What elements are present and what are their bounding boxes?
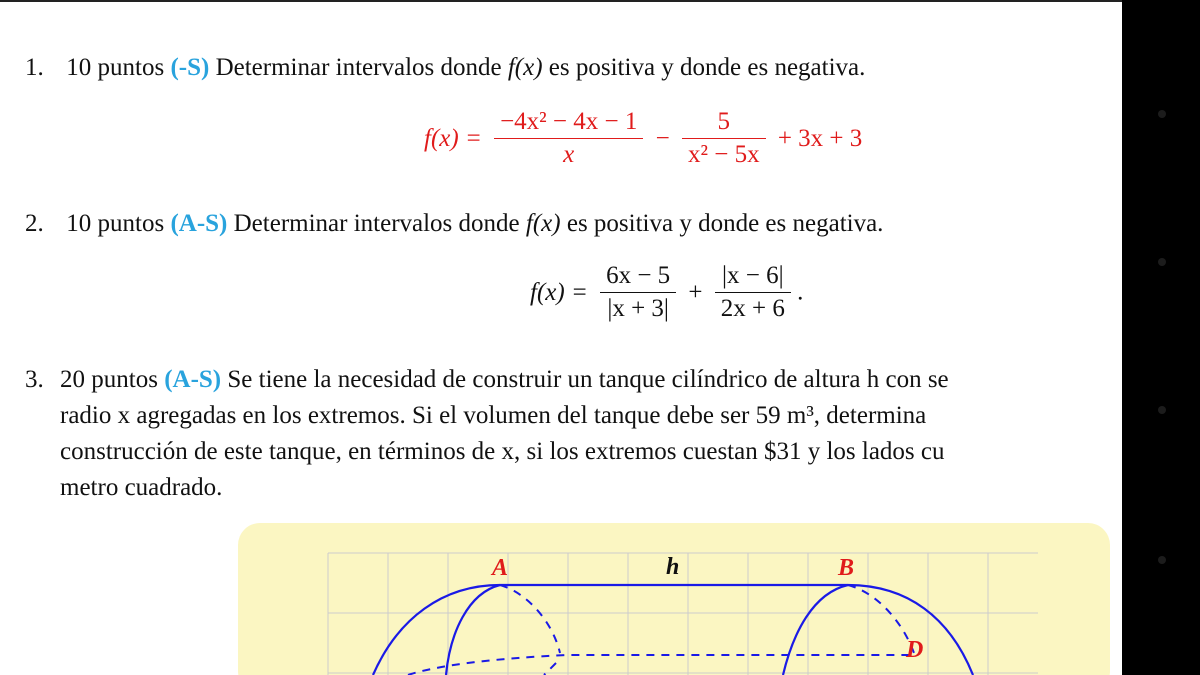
back-base-line [408,655,914,675]
fraction-numerator: 6x − 5 [606,262,671,289]
label-d: D [906,637,924,663]
problem-func: f(x) [525,210,561,237]
problem-line-4: metro cuadrado. [60,474,223,501]
problem-line-3: construcción de este tanque, en términos de x, si los extremos cuestan $31 y los lados cu [60,438,945,465]
equation-2 [524,260,803,325]
problem-number: 3. [25,366,44,393]
label-b: B [838,555,855,581]
left-hemisphere-outer [373,585,500,675]
fraction-denominator: x² − 5x [682,138,766,171]
problem-points: 20 puntos [60,366,158,393]
problem-text-pre: Determinar intervalos donde [215,54,502,81]
tank-outline [373,585,973,675]
fraction-2 [682,106,766,171]
equation-lhs: f(x) = [424,124,482,152]
figure-labels [490,555,923,663]
problem-func: f(x) [507,54,543,81]
equation-end: . [797,278,804,306]
fraction-numerator: 5 [717,108,731,135]
problem-2 [25,206,1122,241]
scroll-indicator-dot [1158,556,1166,564]
minus-sign: − [655,124,670,152]
plus-sign: + [688,278,703,306]
fraction-denominator: x [494,138,643,171]
left-back-arc [500,585,560,653]
problem-text-post: es positiva y donde es negativa. [566,210,884,237]
problem-3 [25,362,1122,506]
problem-line-1: Se tiene la necesidad de construir un tanque cilíndrico de altura h con se [227,366,949,393]
problem-tag: (-S) [170,54,210,81]
problem-text-post: es positiva y donde es negativa. [548,54,866,81]
problem-1 [25,50,1122,85]
scroll-indicator-dot [1158,110,1166,118]
problem-number: 2. [25,210,44,237]
equation-lhs: f(x) = [530,278,588,306]
problem-line-2: radio x agregadas en los extremos. Si el volumen del tanque debe ser 59 m³, determina [60,402,927,429]
fraction-numerator: |x − 6| [722,262,784,289]
fraction-denominator: 2x + 6 [715,292,791,325]
problem-points: 10 puntos [66,54,165,81]
scroll-indicator-dot [1158,258,1166,266]
problem-tag: (A-S) [170,210,228,237]
top-rule [0,0,1122,2]
scroll-indicator-dot [1158,406,1166,414]
right-hemisphere-inner [783,585,848,675]
problem-text-pre: Determinar intervalos donde [233,210,520,237]
tank-figure [238,523,1122,675]
fraction-denominator: |x + 3| [600,292,676,325]
fraction-numerator: −4x² − 4x − 1 [500,108,638,135]
label-a: A [492,555,509,581]
fraction-1 [600,260,676,325]
label-h: h [666,554,680,580]
fraction-1 [494,106,643,171]
tank-hidden-lines [408,585,914,675]
fraction-2 [715,260,791,325]
problem-points: 10 puntos [66,210,165,237]
equation-tail: + 3x + 3 [777,124,863,152]
right-back-arc [848,585,914,653]
problem-tag: (A-S) [164,366,222,393]
problem-number: 1. [25,54,44,81]
equation-1 [418,106,868,171]
